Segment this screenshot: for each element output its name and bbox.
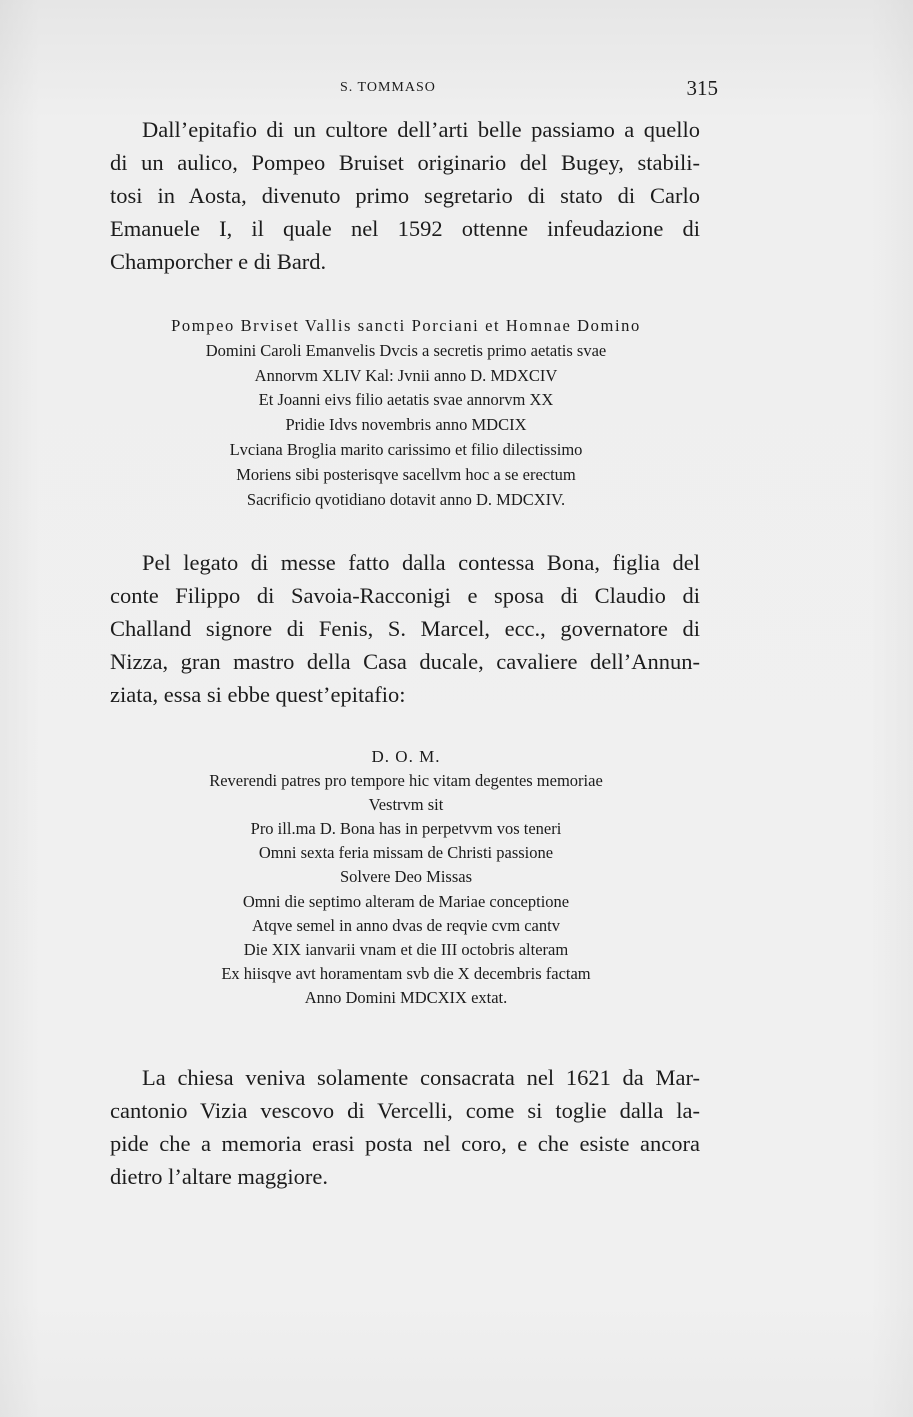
text-line: Challand signore di Fenis, S. Marcel, ecc., governatore di [110, 616, 700, 641]
epitaph-line: Lvciana Broglia marito carissimo et filio dilectissimo [229, 439, 583, 459]
epitaph-line: Vestrvm sit [368, 795, 444, 815]
epitaph-line: D. O. M. [371, 747, 441, 766]
running-head-title: S. TOMMASO [340, 80, 436, 95]
text-line: di un aulico, Pompeo Bruiset originario del Bugey, stabili- [110, 150, 700, 175]
epitaph-line: Domini Caroli Emanvelis Dvcis a secretis primo aetatis svae [205, 340, 607, 360]
page-number: 315 [686, 76, 718, 100]
epitaph-line: Omni die septimo alteram de Mariae conceptione [242, 891, 570, 911]
epitaph-2 [110, 745, 702, 1010]
paragraph-2 [110, 546, 700, 711]
epitaph-line: Atqve semel in anno dvas de reqvie cvm cantv [252, 915, 560, 935]
epitaph-line: Anno Domini MDCXIX extat. [304, 987, 508, 1007]
text-line: Pel legato di messe fatto dalla contessa Bona, figlia del [142, 550, 700, 575]
epitaph-line: Moriens sibi posterisqve sacellvm hoc a se erectum [236, 464, 576, 484]
epitaph-line: Et Joanni eivs filio aetatis svae annorvm XX [258, 390, 554, 410]
epitaph-line: Pompeo Brviset Vallis sancti Porciani et Homnae Domino [171, 316, 641, 335]
text-line: Champorcher e di Bard. [110, 249, 327, 274]
epitaph-line: Annorvm XLIV Kal: Jvnii anno D. MDXCIV [254, 365, 558, 385]
epitaph-line: Pro ill.ma D. Bona has in perpetvvm vos teneri [250, 819, 562, 839]
text-line: dietro l’altare maggiore. [110, 1164, 329, 1189]
text-line: La chiesa veniva solamente consacrata nel 1621 da Mar- [142, 1065, 700, 1090]
text-line: conte Filippo di Savoia-Racconigi e sposa di Claudio di [110, 583, 700, 608]
epitaph-line: Die XIX ianvarii vnam et die III octobris alteram [243, 939, 569, 959]
epitaph-1 [110, 314, 702, 512]
text-line: tosi in Aosta, divenuto primo segretario di stato di Carlo [110, 183, 700, 208]
paragraph-1 [110, 113, 700, 278]
epitaph-line: Reverendi patres pro tempore hic vitam degentes memoriae [209, 771, 603, 791]
epitaph-line: Ex hiisqve avt horamentam svb die X decembris factam [221, 963, 591, 983]
text-line: Emanuele I, il quale nel 1592 ottenne infeudazione di [110, 216, 700, 241]
text-line: Nizza, gran mastro della Casa ducale, cavaliere dell’Annun- [110, 649, 700, 674]
running-head [110, 76, 718, 100]
text-line: Dall’epitafio di un cultore dell’arti belle passiamo a quello [142, 117, 700, 142]
epitaph-line: Solvere Deo Missas [340, 867, 472, 887]
text-line: ziata, essa si ebbe quest’epitafio: [110, 682, 406, 707]
paragraph-3 [110, 1061, 700, 1193]
epitaph-line: Pridie Idvs novembris anno MDCIX [285, 415, 527, 435]
epitaph-line: Sacrificio qvotidiano dotavit anno D. MDCXIV. [246, 489, 566, 509]
text-line: cantonio Vizia vescovo di Vercelli, come si toglie dalla la- [110, 1098, 700, 1123]
epitaph-line: Omni sexta feria missam de Christi passione [258, 843, 554, 863]
text-line: pide che a memoria erasi posta nel coro, e che esiste ancora [110, 1131, 700, 1156]
